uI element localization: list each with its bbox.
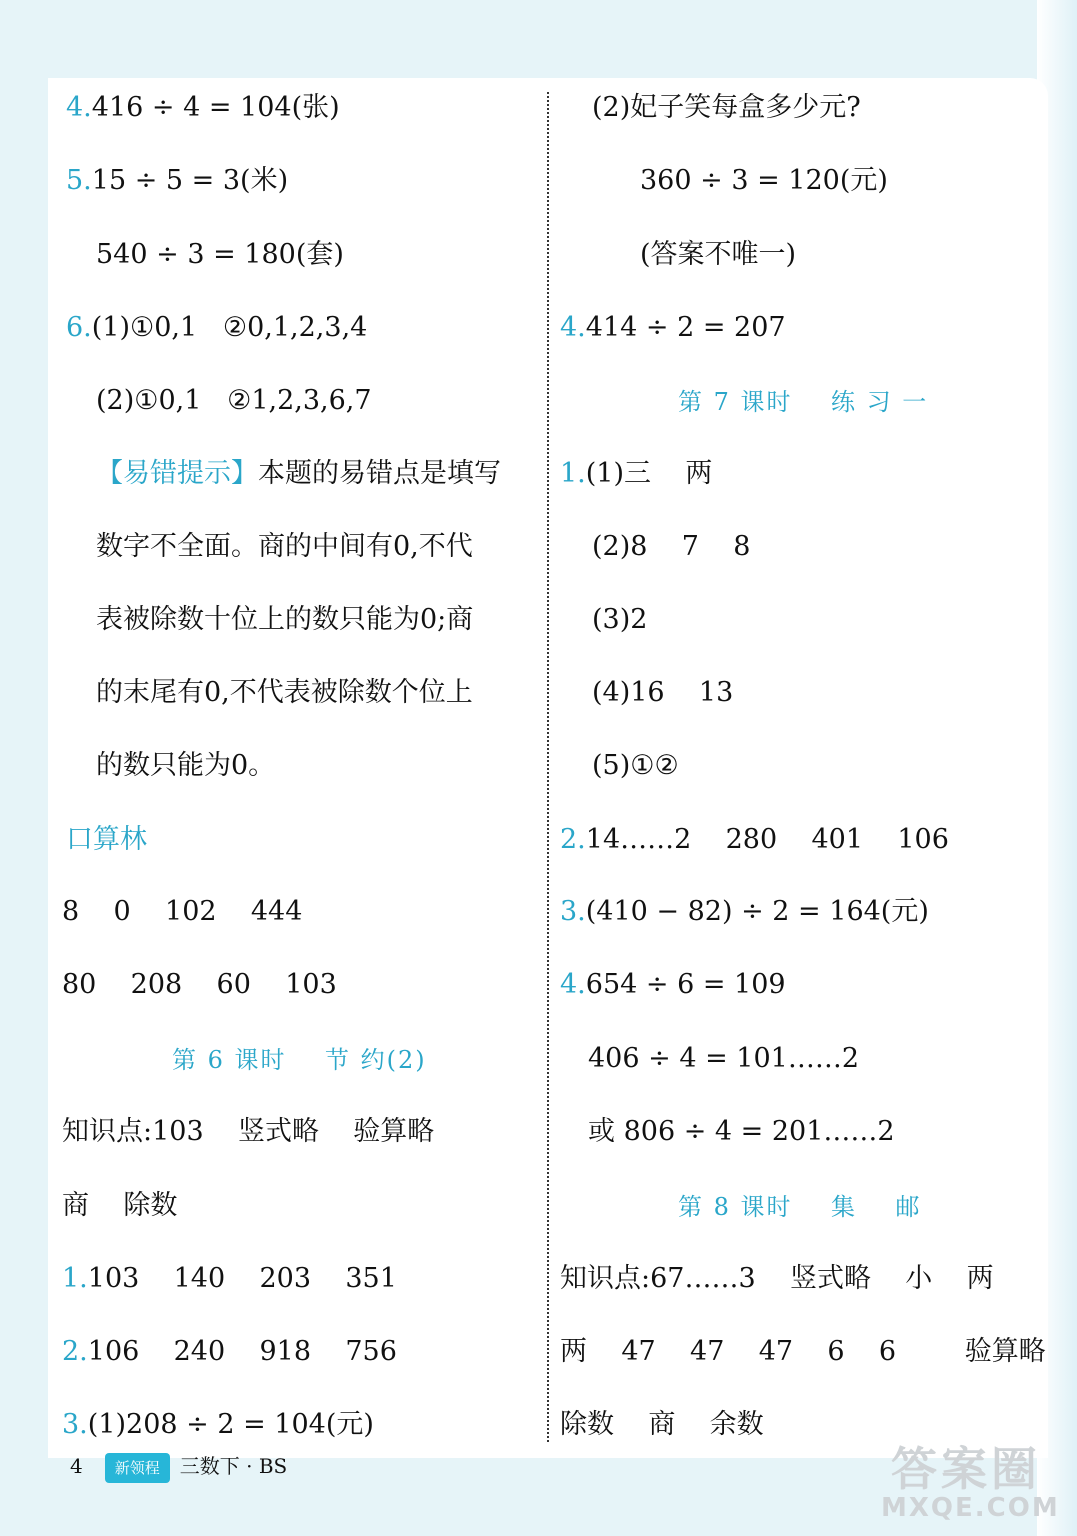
answer-line: 406 ÷ 4 = 101……2 <box>588 1043 860 1074</box>
tip-text: 的数只能为0。 <box>96 750 276 781</box>
answer-line: 540 ÷ 3 = 180(套) <box>96 239 344 270</box>
watermark-url: MXQE.COM <box>881 1493 1060 1523</box>
tip-text: 的末尾有0,不代表被除数个位上 <box>96 677 473 708</box>
answer-line: (2)妃子笑每盒多少元? <box>592 92 861 123</box>
answer-line: 除数 商 余数 <box>560 1409 764 1440</box>
tip-label: 【易错提示】 <box>96 458 258 489</box>
answer-line: 2.106 240 918 756 <box>62 1336 397 1367</box>
answer-line: 商 除数 <box>62 1190 178 1221</box>
page-number: 4 <box>70 1454 83 1478</box>
answer-line: 8 0 102 444 <box>62 896 303 927</box>
item-number: 4. <box>66 92 92 123</box>
answer-line: 3.(1)208 ÷ 2 = 104(元) <box>62 1409 374 1440</box>
watermark-text: 答案圈 <box>891 1442 1041 1496</box>
item-number: 5. <box>66 165 92 196</box>
answer-line: 知识点:103 竖式略 验算略 <box>62 1116 435 1147</box>
item-number: 3. <box>62 1409 88 1440</box>
item-number: 6. <box>66 312 92 343</box>
answer-line: 1.(1)三 两 <box>560 458 713 489</box>
answer-line: 4.416 ÷ 4 = 104(张) <box>66 92 340 123</box>
item-number: 3. <box>560 896 586 927</box>
watermark <box>881 1442 1060 1524</box>
answer-line: (3)2 <box>592 604 648 635</box>
brand-badge: 新领程 <box>105 1453 170 1483</box>
answer-line: (2)8 7 8 <box>592 531 751 562</box>
answer-line: 2.14……2 280 401 106 <box>560 824 949 855</box>
answer-line: (5)①② <box>592 750 679 781</box>
answer-line: (答案不唯一) <box>640 239 797 270</box>
subject-label: 三数下 · BS <box>179 1454 288 1478</box>
answer-line: 4.414 ÷ 2 = 207 <box>560 312 786 343</box>
item-number: 1. <box>62 1263 88 1294</box>
answer-line: 两 47 47 47 6 6 验算略 <box>560 1336 1046 1367</box>
column-divider <box>547 92 549 1442</box>
answer-line: 6.(1)①0,1 ②0,1,2,3,4 <box>66 312 368 343</box>
answer-line: 或 806 ÷ 4 = 201……2 <box>588 1116 895 1147</box>
answer-line: 4.654 ÷ 6 = 109 <box>560 969 786 1000</box>
answer-line: 1.103 140 203 351 <box>62 1263 397 1294</box>
item-number: 4. <box>560 312 586 343</box>
answer-line: 3.(410 − 82) ÷ 2 = 164(元) <box>560 896 929 927</box>
answer-line: 5.15 ÷ 5 = 3(米) <box>66 165 289 196</box>
tip-text: 数字不全面。商的中间有0,不代 <box>96 531 473 562</box>
answer-line: 知识点:67……3 竖式略 小 两 <box>560 1263 994 1294</box>
item-number: 2. <box>560 824 586 855</box>
answer-line: 80 208 60 103 <box>62 969 337 1000</box>
answer-line: (4)16 13 <box>592 677 734 708</box>
section-title: 口算林 <box>66 824 147 855</box>
answer-line: 360 ÷ 3 = 120(元) <box>640 165 888 196</box>
tip-text: 表被除数十位上的数只能为0;商 <box>96 604 474 635</box>
answer-line: (2)①0,1 ②1,2,3,6,7 <box>96 385 372 416</box>
item-number: 4. <box>560 969 586 1000</box>
error-tip: 【易错提示】本题的易错点是填写 <box>96 458 501 489</box>
lesson-heading: 第 6 课时 节 约(2) <box>172 1046 427 1074</box>
lesson-heading: 第 8 课时 集 邮 <box>678 1193 922 1221</box>
lesson-heading: 第 7 课时 练 习 一 <box>678 388 929 416</box>
item-number: 1. <box>560 458 586 489</box>
page-footer <box>70 1452 287 1483</box>
item-number: 2. <box>62 1336 88 1367</box>
